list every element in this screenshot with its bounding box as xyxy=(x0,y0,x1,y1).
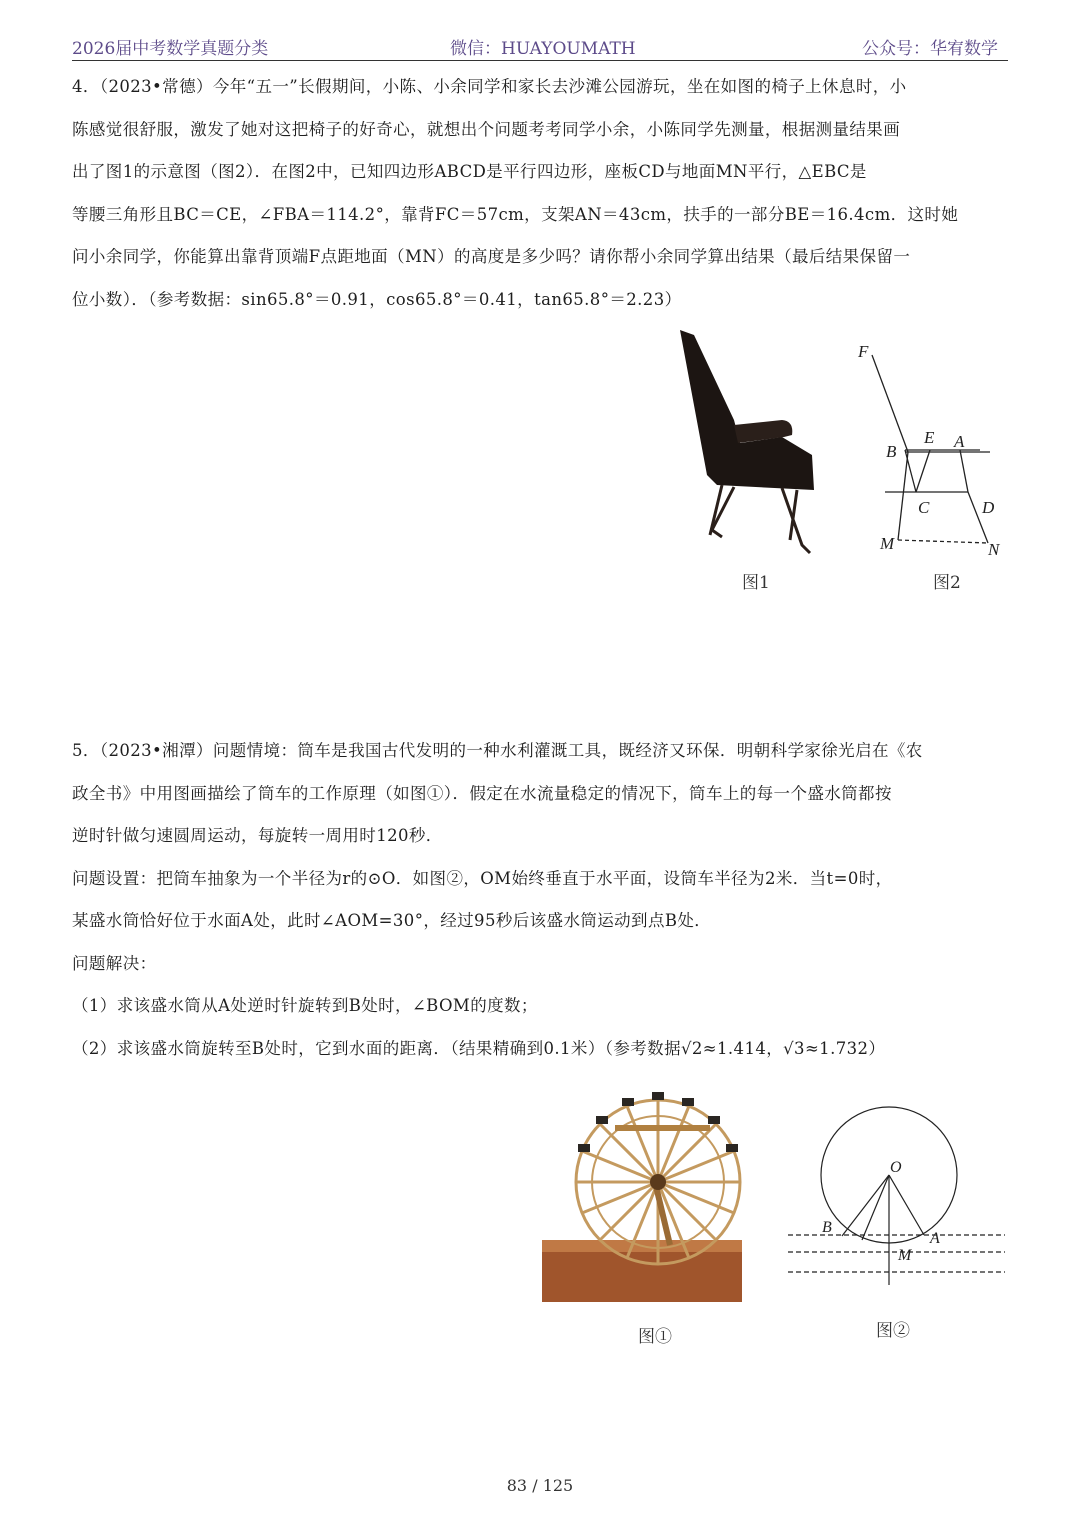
label-N: N xyxy=(988,540,1000,559)
line-O-chord xyxy=(862,1175,889,1240)
header-account: 公众号：华宥数学 xyxy=(862,39,998,59)
q5-line: 逆时针做匀速圆周运动，每旋转一周用时120秒． xyxy=(72,826,443,845)
page-number: 83 xyxy=(506,1476,528,1495)
header-title: 2026届中考数学真题分类 xyxy=(72,39,269,59)
label-B: B xyxy=(822,1219,832,1236)
water-wheel-photo-figure xyxy=(540,1080,745,1305)
label-B: B xyxy=(886,442,897,461)
q5-line: 5．（2023•湘潭）问题情境：筒车是我国古代发明的一种水利灌溉工具，既经济又环保．明朝科学家徐光启在《农 xyxy=(72,741,923,760)
question-4-text xyxy=(72,66,1012,321)
label-O: O xyxy=(890,1159,902,1176)
label-M: M xyxy=(898,1247,912,1264)
circle-geometry-figure xyxy=(780,1100,1015,1300)
line-CM xyxy=(898,452,908,540)
label-M: M xyxy=(880,534,895,553)
q5-line: （1）求该盛水筒从A处逆时针旋转到B处时，∠BOM的度数； xyxy=(72,996,538,1015)
chair-geometry-figure xyxy=(850,335,1020,565)
q4-figure1-caption: 图1 xyxy=(742,573,770,593)
page-total: 125 xyxy=(542,1476,574,1495)
page-separator: / xyxy=(532,1476,538,1495)
ground-MN xyxy=(898,540,988,543)
line-EC xyxy=(916,450,930,492)
label-D: D xyxy=(982,498,995,517)
q5-figure1-caption: 图① xyxy=(638,1327,672,1347)
q4-line: 问小余同学，你能算出靠背顶端F点距地面（MN）的高度是多少吗？请你帮小余同学算出结果（最后结果保留一 xyxy=(72,247,911,266)
line-FC xyxy=(872,355,908,452)
line-OA xyxy=(889,1175,924,1235)
question-5-text xyxy=(72,730,1012,1070)
label-E: E xyxy=(924,428,935,447)
q4-line: 出了图1的示意图（图2）．在图2中，已知四边形ABCD是平行四边形，座板CD与地面MN平行，△EBC是 xyxy=(72,162,867,181)
page-footer xyxy=(0,1476,1080,1495)
q4-line: 陈感觉很舒服，激发了她对这把椅子的好奇心，就想出个问题考考同学小余，小陈同学先测量，根据测量结果画 xyxy=(72,119,901,139)
chair-photo-figure xyxy=(672,325,822,555)
q5-line: 问题设置：把筒车抽象为一个半径为r的⊙O．如图②，OM始终垂直于水平面，设筒车半径为2米．当t=0时， xyxy=(72,868,893,888)
label-A: A xyxy=(930,1230,940,1247)
q4-figure2-caption: 图2 xyxy=(933,573,961,593)
q4-line: 位小数）．（参考数据：sin65.8°＝0.91，cos65.8°＝0.41，tan65.8°＝2.23） xyxy=(72,289,682,309)
label-C: C xyxy=(918,498,930,517)
q4-line: 等腰三角形且BC＝CE，∠FBA＝114.2°，靠背FC＝57cm，支架AN＝43cm，扶手的一部分BE＝16.4cm．这时她 xyxy=(72,204,959,224)
q5-line: 政全书》中用图画描绘了筒车的工作原理（如图①）．假定在水流量稳定的情况下，筒车上的每一个盛水筒都按 xyxy=(72,783,892,803)
q5-line: 某盛水筒恰好位于水面A处，此时∠AOM=30°，经过95秒后该盛水筒运动到点B处． xyxy=(72,911,712,930)
chair-backrest xyxy=(680,330,814,490)
q5-line: （2）求该盛水筒旋转至B处时，它到水面的距离．（结果精确到0.1米）（参考数据√2≈1.414，√3≈1.732） xyxy=(72,1038,886,1058)
label-A: A xyxy=(954,432,965,451)
line-AD xyxy=(960,450,968,492)
q5-figure2-caption: 图② xyxy=(876,1321,910,1341)
q5-line: 问题解决： xyxy=(72,953,157,973)
label-F: F xyxy=(858,342,869,361)
header-wechat: 微信：HUAYOUMATH xyxy=(450,39,636,59)
q4-line: 4．（2023•常德）今年“五一”长假期间，小陈、小余同学和家长去沙滩公园游玩，坐在如图的椅子上休息时，小 xyxy=(72,77,907,96)
page-header xyxy=(72,32,1008,61)
line-OB xyxy=(842,1175,889,1236)
line-BC xyxy=(905,450,916,492)
